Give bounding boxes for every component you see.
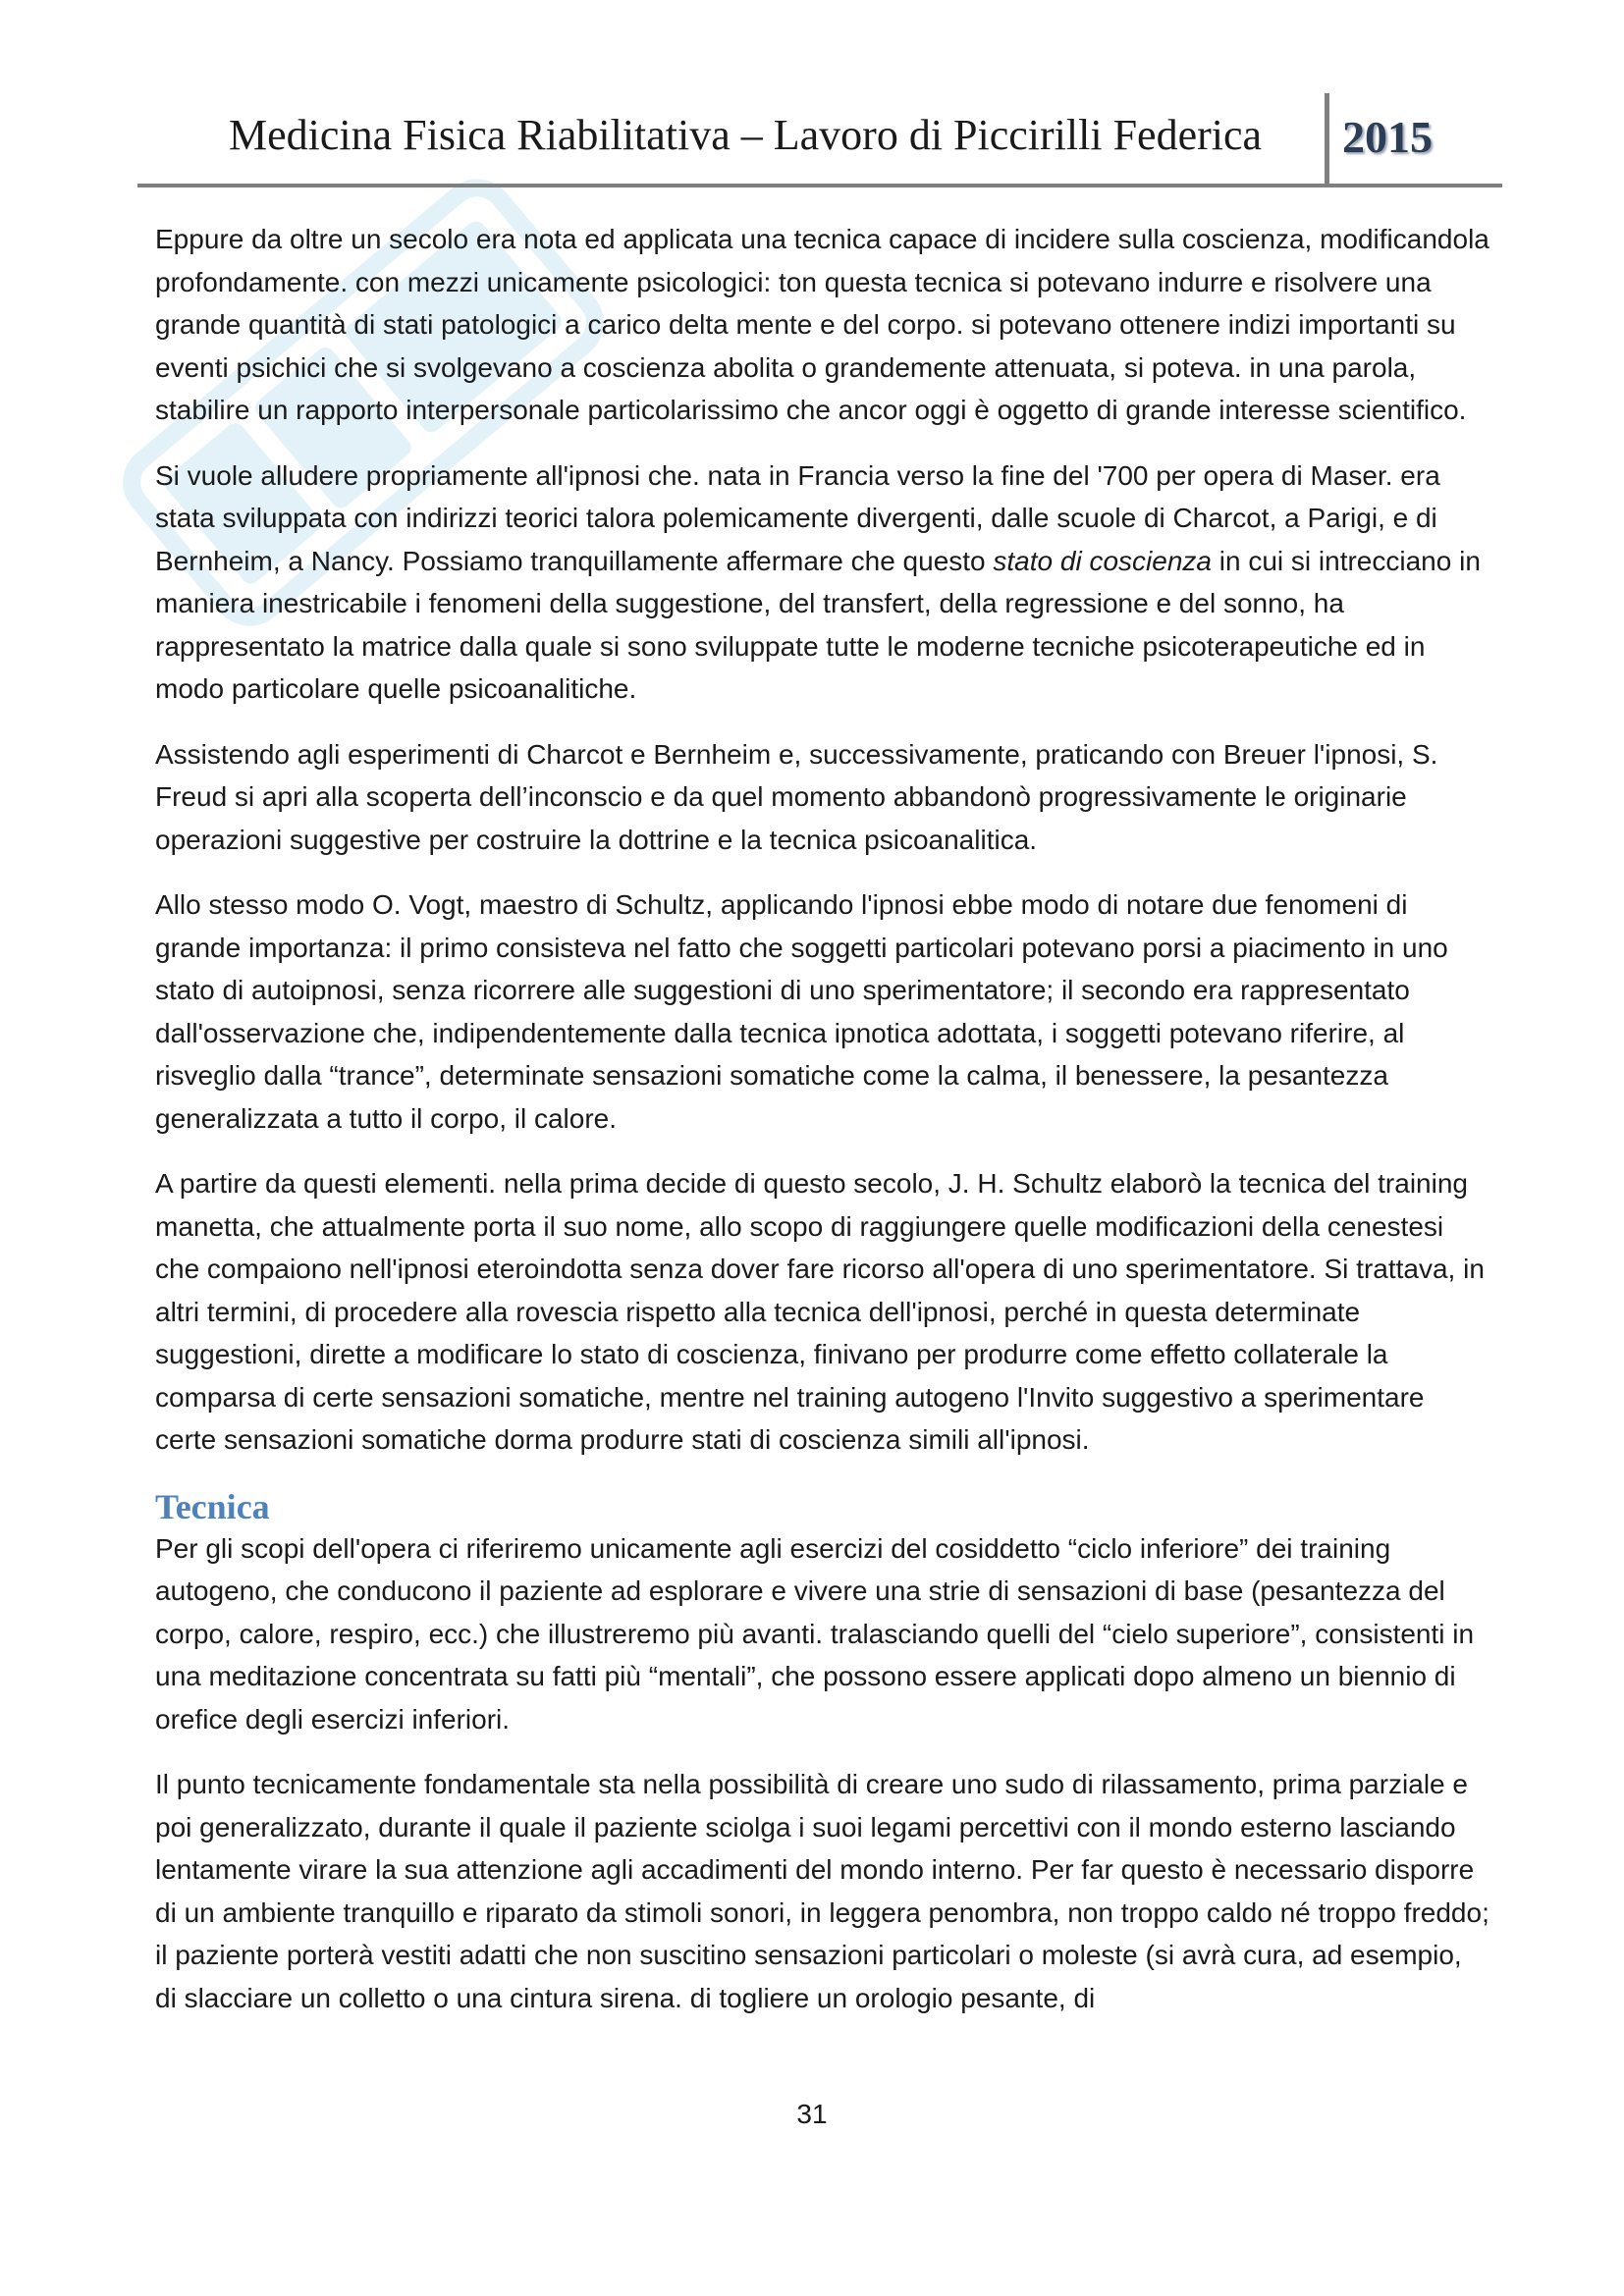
paragraph: Assistendo agli esperimenti di Charcot e Bernheim e, successivamente, praticando con Breuer l'ipnosi, S. Freud si apri alla scoperta dell’inconscio e da quel momento abbandonò progressivamente le originarie operazioni suggestive per costruire la dottrine e la tecnica psicoanalitica. xyxy=(155,738,1438,855)
header-divider-vertical xyxy=(1325,93,1329,184)
header-rule xyxy=(137,184,1502,187)
emphasis-text: stato di coscienza xyxy=(993,545,1212,576)
paragraph: Il punto tecnicamente fondamentale sta nella possibilità di creare uno sudo di rilassamento, prima parziale e poi generalizzato, durante il quale il paziente sciolga i suoi legami percettivi con il mondo esterno lasciando lentamente virare la sua attenzione agli accadimenti del mondo interno. Per far questo è necessario disporre di un ambiente tranquillo e riparato da stimoli sonori, in leggera penombra, non troppo caldo né troppo freddo; il paziente porterà vestiti adatti che non suscitino sensazioni particolari o moleste (si avrà cura, ad esempio, di slacciare un colletto o una cintura sirena. di togliere un orologio pesante, di xyxy=(155,1769,1489,2013)
page-number: 31 xyxy=(796,2099,828,2129)
paragraph: A partire da questi elementi. nella prima decide di questo secolo, J. H. Schultz elaborò la tecnica del training manetta, che attualmente porta il suo nome, allo scopo di raggiungere quelle modificazioni della cenestesi che compaiono nell'ipnosi eteroindotta senza dover fare ricorso all'opera di uno sperimentatore. Si trattava, in altri termini, di procedere alla rovescia rispetto alla tecnica dell'ipnosi, perché in questa determinate suggestioni, dirette a modificare lo stato di coscienza, finivano per produrre come effetto collaterale la comparsa di certe sensazioni somatiche, mentre nel training autogeno l'Invito suggestivo a sperimentare certe sensazioni somatiche dorma produrre stati di coscienza simili all'ipnosi. xyxy=(155,1168,1485,1455)
paragraph: Allo stesso modo O. Vogt, maestro di Schultz, applicando l'ipnosi ebbe modo di notare due fenomeni di grande importanza: il primo consisteva nel fatto che soggetti particolari potevano porsi a piacimento in uno stato di autoipnosi, senza ricorrere alle suggestioni di uno sperimentatore; il secondo era rappresentato dall'osservazione che, indipendentemente dalla tecnica ipnotica adottata, i soggetti potevano riferire, al risveglio dalla “trance”, determinate sensazioni somatiche come la calma, il benessere, la pesantezza generalizzata a tutto il corpo, il calore. xyxy=(155,889,1448,1134)
paragraph-text: Si vuole alludere propriamente all'ipnosi che. nata in Francia verso la fine del '700 per opera di Maser. era stata sviluppata con indirizzi teorici talora polemicamente divergenti, dalle scuole di Charcot, a Parigi, e di Bernheim, a Nancy. Possiamo tranquillamente affermare che questo xyxy=(155,459,1440,576)
page-header xyxy=(137,93,1502,191)
paragraph: Per gli scopi dell'opera ci riferiremo unicamente agli esercizi del cosiddetto “ciclo inferiore” dei training autogeno, che conducono il paziente ad esplorare e vivere una strie di sensazioni di base (pesantezza del corpo, calore, respiro, ecc.) che illustreremo più avanti. tralasciando quelli del “cielo superiore”, consistenti in una meditazione concentrata su fatti più “mentali”, che possono essere applicati dopo almeno un biennio di orefice degli esercizi inferiori. xyxy=(155,1532,1475,1735)
header-year: 2015 xyxy=(1342,112,1433,162)
header-title: Medicina Fisica Riabilitativa – Lavoro di Piccirilli Federica xyxy=(229,111,1263,159)
paragraph xyxy=(155,454,1490,711)
section-heading: Tecnica xyxy=(155,1486,270,1526)
paragraph-text: in cui si intrecciano in maniera inestricabile i fenomeni della suggestione, del transfert, della regressione e del sonno, ha rappresentato la matrice dalla quale si sono sviluppate tutte le moderne tecniche psicoterapeutiche ed in modo particolare quelle psicoanalitiche. xyxy=(155,545,1481,704)
document-body xyxy=(155,218,1490,2042)
paragraph: Eppure da oltre un secolo era nota ed applicata una tecnica capace di incidere sulla coscienza, modificandola profondamente. con mezzi unicamente psicologici: ton questa tecnica si potevano indurre e risolvere una grande quantità di stati patologici a carico delta mente e del corpo. si potevano ottenere indizi importanti su eventi psichici che si svolgevano a coscienza abolita o grandemente attenuata, si poteva. in una parola, stabilire un rapporto interpersonale particolarissimo che ancor oggi è oggetto di grande interesse scientifico. xyxy=(155,224,1489,425)
